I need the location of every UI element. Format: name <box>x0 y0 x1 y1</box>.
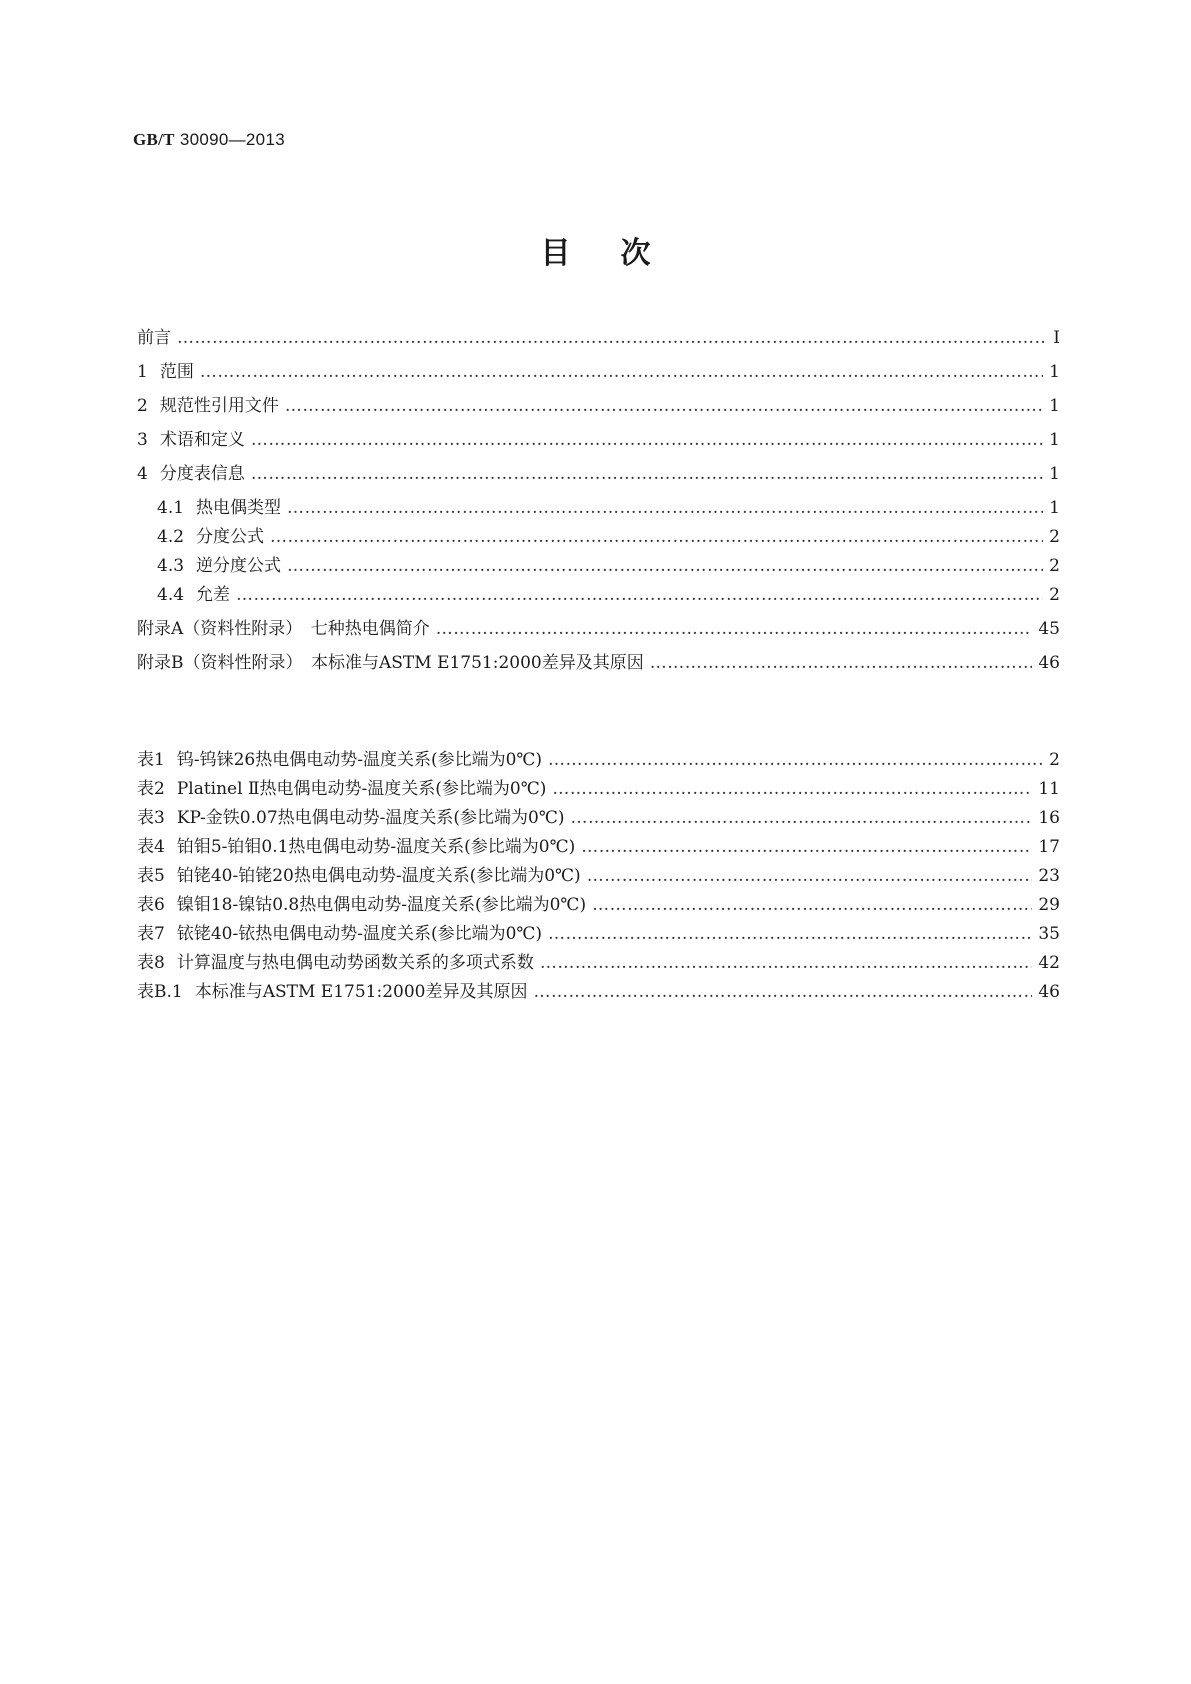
toc-entry-number: 3 <box>137 430 148 450</box>
toc-entry-number: 4.4 <box>157 585 185 605</box>
toc-entry-3[interactable] <box>137 430 1060 450</box>
table-entry-number: 表4 <box>137 837 165 857</box>
toc-entry-page: 1 <box>1049 498 1060 518</box>
toc-entry-page: Ⅰ <box>1053 328 1060 348</box>
toc-entry-label: 术语和定义 <box>159 430 245 450</box>
leader-dots <box>548 924 1032 944</box>
toc-entry-page: 1 <box>1049 396 1060 416</box>
table-entry-number: 表3 <box>137 808 165 828</box>
leader-dots <box>287 556 1043 576</box>
leader-dots <box>236 585 1043 605</box>
table-entry-8[interactable] <box>137 953 1060 973</box>
table-entry-1[interactable] <box>137 750 1060 770</box>
table-entry-page: 23 <box>1038 866 1060 886</box>
table-entry-label: 铱铑40-铱热电偶电动势-温度关系(参比端为0℃) <box>176 924 543 944</box>
leader-dots <box>251 430 1043 450</box>
toc-entry-label: 附录B（资料性附录） 本标准与ASTM E1751:2000差异及其原因 <box>137 653 644 673</box>
toc-list <box>137 328 1060 673</box>
table-entry-number: 表1 <box>137 750 165 770</box>
leader-dots <box>581 837 1032 857</box>
table-entry-label: KP-金铁0.07热电偶电动势-温度关系(参比端为0℃) <box>176 808 565 828</box>
toc-entry-label: 逆分度公式 <box>196 556 282 576</box>
leader-dots <box>436 619 1033 639</box>
toc-entry-number: 4.1 <box>157 498 185 518</box>
leader-dots <box>177 328 1044 348</box>
table-entry-b1[interactable] <box>137 982 1060 1002</box>
leader-dots <box>285 396 1043 416</box>
toc-entry-page: 2 <box>1049 556 1060 576</box>
table-entry-page: 16 <box>1038 808 1060 828</box>
toc-entry-page: 2 <box>1049 585 1060 605</box>
toc-entry-label: 允差 <box>196 585 231 605</box>
toc-entry-label: 分度公式 <box>196 527 265 547</box>
table-entry-number: 表5 <box>137 866 165 886</box>
table-entry-number: 表6 <box>137 895 165 915</box>
standard-number: 30090—2013 <box>179 130 285 149</box>
toc-entry-label: 前言 <box>137 328 171 348</box>
leader-dots <box>533 982 1032 1002</box>
toc-entry-annex-a[interactable] <box>137 619 1060 639</box>
table-entry-label: 铂铑40-铂铑20热电偶电动势-温度关系(参比端为0℃) <box>176 866 581 886</box>
toc-entry-page: 1 <box>1049 464 1060 484</box>
toc-entry-number: 1 <box>137 362 148 382</box>
table-entry-label: 本标准与ASTM E1751:2000差异及其原因 <box>194 982 528 1002</box>
toc-entry-number: 4.2 <box>157 527 185 547</box>
toc-entry-page: 1 <box>1049 362 1060 382</box>
toc-entry-number: 4.3 <box>157 556 185 576</box>
table-entry-page: 17 <box>1038 837 1060 857</box>
leader-dots <box>650 653 1033 673</box>
table-entry-number: 表B.1 <box>137 982 183 1002</box>
toc-entry-annex-b[interactable] <box>137 653 1060 673</box>
leader-dots <box>570 808 1032 828</box>
table-entry-page: 29 <box>1038 895 1060 915</box>
toc-entry-page: 45 <box>1038 619 1060 639</box>
leader-dots <box>251 464 1043 484</box>
leader-dots <box>587 866 1033 886</box>
toc-entry-4[interactable] <box>137 464 1060 484</box>
toc-entry-2[interactable] <box>137 396 1060 416</box>
table-list <box>137 750 1060 1002</box>
standard-code <box>133 130 285 150</box>
toc-entry-label: 范围 <box>159 362 194 382</box>
table-entry-page: 35 <box>1038 924 1060 944</box>
leader-dots <box>592 895 1032 915</box>
table-entry-number: 表8 <box>137 953 165 973</box>
table-entry-number: 表7 <box>137 924 165 944</box>
toc-entry-4-2[interactable] <box>137 527 1060 547</box>
toc-entry-number: 4 <box>137 464 148 484</box>
table-entry-4[interactable] <box>137 837 1060 857</box>
toc-entry-4-3[interactable] <box>137 556 1060 576</box>
leader-dots <box>540 953 1033 973</box>
toc-entry-page: 2 <box>1049 527 1060 547</box>
toc-entry-label: 规范性引用文件 <box>159 396 279 416</box>
toc-entry-1[interactable] <box>137 362 1060 382</box>
toc-entry-page: 46 <box>1038 653 1060 673</box>
standard-prefix: GB/T <box>133 130 175 149</box>
leader-dots <box>552 779 1032 799</box>
table-entry-label: 镍钼18-镍钴0.8热电偶电动势-温度关系(参比端为0℃) <box>176 895 587 915</box>
table-entry-label: 钨-钨铼26热电偶电动势-温度关系(参比端为0℃) <box>176 750 543 770</box>
toc-entry-label: 附录A（资料性附录） 七种热电偶简介 <box>137 619 430 639</box>
table-entry-page: 11 <box>1038 779 1060 799</box>
table-entry-6[interactable] <box>137 895 1060 915</box>
table-entry-number: 表2 <box>137 779 165 799</box>
table-entry-label: 计算温度与热电偶电动势函数关系的多项式系数 <box>176 953 534 973</box>
leader-dots <box>287 498 1043 518</box>
table-entry-label: Platinel Ⅱ热电偶电动势-温度关系(参比端为0℃) <box>176 779 547 799</box>
table-entry-label: 铂钼5-铂钼0.1热电偶电动势-温度关系(参比端为0℃) <box>176 837 576 857</box>
toc-entry-page: 1 <box>1049 430 1060 450</box>
table-entry-7[interactable] <box>137 924 1060 944</box>
leader-dots <box>200 362 1043 382</box>
table-entry-page: 46 <box>1038 982 1060 1002</box>
toc-entry-label: 分度表信息 <box>159 464 245 484</box>
table-entry-5[interactable] <box>137 866 1060 886</box>
table-entry-2[interactable] <box>137 779 1060 799</box>
leader-dots <box>270 527 1043 547</box>
toc-entry-4-1[interactable] <box>137 498 1060 518</box>
toc-entry-label: 热电偶类型 <box>196 498 282 518</box>
page-title: 目次 <box>540 236 701 271</box>
toc-entry-number: 2 <box>137 396 148 416</box>
table-entry-page: 2 <box>1049 750 1060 770</box>
table-entry-page: 42 <box>1038 953 1060 973</box>
toc-entry-4-4[interactable] <box>137 585 1060 605</box>
leader-dots <box>548 750 1043 770</box>
toc-entry-preface[interactable] <box>137 328 1060 348</box>
table-entry-3[interactable] <box>137 808 1060 828</box>
